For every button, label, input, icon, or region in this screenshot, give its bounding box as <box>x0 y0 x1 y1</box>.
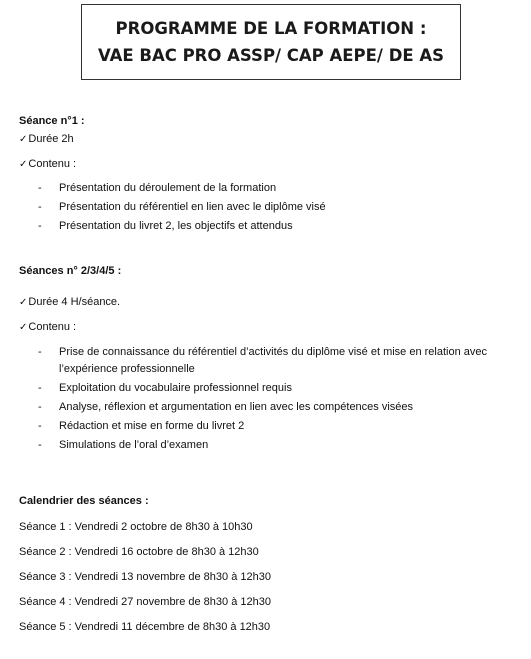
seances2345-item-text: Analyse, réflexion et argumentation en lien avec les compétences visées <box>59 401 414 413</box>
bullet-dash: - <box>38 439 42 451</box>
seances2345-duree-text: Durée 4 H/séance. <box>28 296 121 308</box>
seances2345-item-text: l’expérience professionnelle <box>59 363 195 375</box>
bullet-dash: - <box>38 420 42 432</box>
check-icon: ✓ <box>19 134 28 145</box>
bullet-dash: - <box>38 401 42 413</box>
seance1-item-text: Présentation du livret 2, les objectifs et attendus <box>59 220 293 232</box>
bullet-dash: - <box>38 382 42 394</box>
check-icon: ✓ <box>19 297 28 308</box>
calendrier-row: Séance 4 : Vendredi 27 novembre de 8h30 à 12h30 <box>19 596 271 608</box>
seance1-duree <box>19 132 74 147</box>
seances2345-contenu-label: Contenu : <box>28 321 77 333</box>
check-icon: ✓ <box>19 322 28 333</box>
seances2345-item-text: Prise de connaissance du référentiel d’activités du diplôme visé et mise en relation avec <box>59 346 488 358</box>
title-line-1: PROGRAMME DE LA FORMATION : <box>115 19 427 38</box>
calendrier-row: Séance 3 : Vendredi 13 novembre de 8h30 à 12h30 <box>19 571 271 583</box>
bullet-dash: - <box>38 182 42 194</box>
calendrier-heading: Calendrier des séances : <box>19 495 149 507</box>
title-line-2: VAE BAC PRO ASSP/ CAP AEPE/ DE AS <box>97 46 445 65</box>
seance1-item-text: Présentation du déroulement de la formation <box>59 182 277 194</box>
seance1-contenu <box>19 157 76 172</box>
calendrier-row: Séance 2 : Vendredi 16 octobre de 8h30 à 12h30 <box>19 546 259 558</box>
seance1-contenu-label: Contenu : <box>28 158 77 170</box>
seance1-duree-text: Durée 2h <box>28 133 74 145</box>
seances2345-duree <box>19 295 120 310</box>
calendrier-row: Séance 1 : Vendredi 2 octobre de 8h30 à 10h30 <box>19 521 253 533</box>
calendrier-row: Séance 5 : Vendredi 11 décembre de 8h30 à 12h30 <box>19 621 271 633</box>
seances2345-item-text: Simulations de l’oral d’examen <box>59 439 209 451</box>
seances2345-contenu <box>19 320 76 335</box>
title-box <box>81 4 461 80</box>
seances2345-item-text: Exploitation du vocabulaire professionnel requis <box>59 382 292 394</box>
bullet-dash: - <box>38 201 42 213</box>
seances2345-item-text: Rédaction et mise en forme du livret 2 <box>59 420 245 432</box>
bullet-dash: - <box>38 220 42 232</box>
seance1-item-text: Présentation du référentiel en lien avec le diplôme visé <box>59 201 326 213</box>
seance1-heading: Séance n°1 : <box>19 115 85 127</box>
seances2345-heading: Séances n° 2/3/4/5 : <box>19 265 122 277</box>
bullet-dash: - <box>38 346 42 358</box>
check-icon: ✓ <box>19 159 28 170</box>
